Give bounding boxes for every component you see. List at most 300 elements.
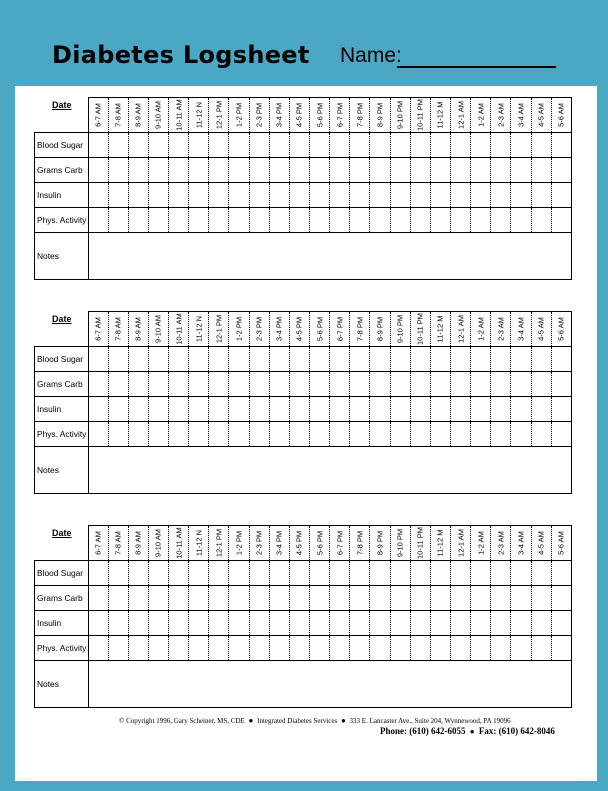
log-cell[interactable] <box>410 636 430 661</box>
log-cell[interactable] <box>209 133 229 158</box>
log-cell[interactable] <box>108 183 128 208</box>
log-cell[interactable] <box>430 158 450 183</box>
log-cell[interactable] <box>410 347 430 372</box>
log-cell[interactable] <box>269 586 289 611</box>
log-cell[interactable] <box>531 636 551 661</box>
log-cell[interactable] <box>390 586 410 611</box>
log-cell[interactable] <box>88 636 108 661</box>
log-cell[interactable] <box>249 636 269 661</box>
log-cell[interactable] <box>390 611 410 636</box>
log-cell[interactable] <box>330 372 350 397</box>
log-cell[interactable] <box>169 158 189 183</box>
log-cell[interactable] <box>189 636 209 661</box>
log-cell[interactable] <box>451 561 471 586</box>
log-cell[interactable] <box>148 158 168 183</box>
log-cell[interactable] <box>148 586 168 611</box>
log-cell[interactable] <box>511 208 531 233</box>
log-cell[interactable] <box>370 397 390 422</box>
log-cell[interactable] <box>410 611 430 636</box>
log-cell[interactable] <box>269 158 289 183</box>
name-field-line[interactable] <box>397 66 556 68</box>
notes-field[interactable] <box>88 233 572 280</box>
log-cell[interactable] <box>108 586 128 611</box>
log-cell[interactable] <box>310 133 330 158</box>
log-cell[interactable] <box>249 611 269 636</box>
log-cell[interactable] <box>390 372 410 397</box>
log-cell[interactable] <box>108 208 128 233</box>
log-cell[interactable] <box>209 636 229 661</box>
log-cell[interactable] <box>249 422 269 447</box>
log-cell[interactable] <box>108 561 128 586</box>
log-cell[interactable] <box>430 372 450 397</box>
log-cell[interactable] <box>451 397 471 422</box>
log-cell[interactable] <box>189 372 209 397</box>
log-cell[interactable] <box>88 422 108 447</box>
log-cell[interactable] <box>88 586 108 611</box>
log-cell[interactable] <box>108 422 128 447</box>
log-cell[interactable] <box>249 133 269 158</box>
log-cell[interactable] <box>511 422 531 447</box>
log-cell[interactable] <box>410 422 430 447</box>
log-cell[interactable] <box>189 183 209 208</box>
log-cell[interactable] <box>390 422 410 447</box>
log-cell[interactable] <box>229 208 249 233</box>
log-cell[interactable] <box>350 636 370 661</box>
log-cell[interactable] <box>88 397 108 422</box>
log-cell[interactable] <box>471 397 491 422</box>
log-cell[interactable] <box>491 133 511 158</box>
log-cell[interactable] <box>128 133 148 158</box>
log-cell[interactable] <box>289 397 309 422</box>
hour-header <box>269 312 289 347</box>
log-cell[interactable] <box>551 133 571 158</box>
log-cell[interactable] <box>189 586 209 611</box>
log-cell[interactable] <box>229 636 249 661</box>
log-cell[interactable] <box>531 158 551 183</box>
hour-header <box>451 98 471 133</box>
log-cell[interactable] <box>430 133 450 158</box>
log-cell[interactable] <box>410 158 430 183</box>
log-cell[interactable] <box>531 422 551 447</box>
log-cell[interactable] <box>169 422 189 447</box>
log-cell[interactable] <box>169 561 189 586</box>
log-cell[interactable] <box>269 422 289 447</box>
log-cell[interactable] <box>491 158 511 183</box>
log-cell[interactable] <box>551 158 571 183</box>
log-cell[interactable] <box>169 208 189 233</box>
log-cell[interactable] <box>430 422 450 447</box>
log-cell[interactable] <box>330 158 350 183</box>
log-cell[interactable] <box>370 208 390 233</box>
log-cell[interactable] <box>128 347 148 372</box>
log-cell[interactable] <box>451 636 471 661</box>
log-cell[interactable] <box>531 397 551 422</box>
log-cell[interactable] <box>491 208 511 233</box>
log-cell[interactable] <box>451 372 471 397</box>
log-cell[interactable] <box>310 611 330 636</box>
log-cell[interactable] <box>88 158 108 183</box>
hour-header <box>551 312 571 347</box>
log-cell[interactable] <box>451 183 471 208</box>
log-cell[interactable] <box>471 347 491 372</box>
log-cell[interactable] <box>289 133 309 158</box>
log-cell[interactable] <box>410 183 430 208</box>
log-cell[interactable] <box>531 372 551 397</box>
log-cell[interactable] <box>229 347 249 372</box>
log-cell[interactable] <box>189 158 209 183</box>
log-cell[interactable] <box>350 611 370 636</box>
log-cell[interactable] <box>148 347 168 372</box>
log-cell[interactable] <box>209 397 229 422</box>
log-cell[interactable] <box>249 586 269 611</box>
log-cell[interactable] <box>531 347 551 372</box>
log-cell[interactable] <box>330 347 350 372</box>
log-cell[interactable] <box>451 158 471 183</box>
log-cell[interactable] <box>471 422 491 447</box>
log-cell[interactable] <box>551 183 571 208</box>
log-cell[interactable] <box>511 158 531 183</box>
log-cell[interactable] <box>289 586 309 611</box>
log-cell[interactable] <box>148 183 168 208</box>
log-cell[interactable] <box>169 347 189 372</box>
log-cell[interactable] <box>269 183 289 208</box>
log-cell[interactable] <box>289 636 309 661</box>
log-cell[interactable] <box>451 208 471 233</box>
log-cell[interactable] <box>229 586 249 611</box>
log-cell[interactable] <box>289 611 309 636</box>
log-cell[interactable] <box>229 158 249 183</box>
log-cell[interactable] <box>169 133 189 158</box>
log-cell[interactable] <box>169 636 189 661</box>
log-cell[interactable] <box>350 372 370 397</box>
log-cell[interactable] <box>169 586 189 611</box>
log-cell[interactable] <box>88 133 108 158</box>
log-cell[interactable] <box>269 347 289 372</box>
footer-phone: Phone: (610) 642-6055 <box>380 726 466 736</box>
log-cell[interactable] <box>350 397 370 422</box>
log-cell[interactable] <box>169 397 189 422</box>
log-cell[interactable] <box>249 208 269 233</box>
log-cell[interactable] <box>289 158 309 183</box>
log-cell[interactable] <box>108 372 128 397</box>
log-cell[interactable] <box>289 208 309 233</box>
log-cell[interactable] <box>390 133 410 158</box>
log-cell[interactable] <box>249 561 269 586</box>
log-cell[interactable] <box>209 158 229 183</box>
log-cell[interactable] <box>370 372 390 397</box>
hour-header <box>88 526 108 561</box>
log-cell[interactable] <box>531 586 551 611</box>
log-cell[interactable] <box>551 347 571 372</box>
log-cell[interactable] <box>128 208 148 233</box>
log-cell[interactable] <box>330 397 350 422</box>
log-cell[interactable] <box>531 133 551 158</box>
log-cell[interactable] <box>491 183 511 208</box>
log-cell[interactable] <box>148 372 168 397</box>
log-cell[interactable] <box>491 586 511 611</box>
log-cell[interactable] <box>511 611 531 636</box>
log-cell[interactable] <box>330 208 350 233</box>
log-cell[interactable] <box>370 636 390 661</box>
log-cell[interactable] <box>169 372 189 397</box>
log-cell[interactable] <box>108 133 128 158</box>
hour-label: 9-10 PM <box>395 100 405 130</box>
log-cell[interactable] <box>229 611 249 636</box>
log-cell[interactable] <box>551 372 571 397</box>
log-cell[interactable] <box>289 183 309 208</box>
log-cell[interactable] <box>229 422 249 447</box>
log-cell[interactable] <box>128 422 148 447</box>
log-cell[interactable] <box>310 158 330 183</box>
log-cell[interactable] <box>108 636 128 661</box>
log-cell[interactable] <box>330 422 350 447</box>
log-cell[interactable] <box>350 133 370 158</box>
log-cell[interactable] <box>551 586 571 611</box>
log-cell[interactable] <box>350 422 370 447</box>
log-cell[interactable] <box>451 133 471 158</box>
log-cell[interactable] <box>491 636 511 661</box>
log-cell[interactable] <box>148 422 168 447</box>
log-cell[interactable] <box>128 561 148 586</box>
log-cell[interactable] <box>410 561 430 586</box>
log-cell[interactable] <box>148 397 168 422</box>
log-cell[interactable] <box>128 611 148 636</box>
log-cell[interactable] <box>229 397 249 422</box>
log-cell[interactable] <box>511 183 531 208</box>
log-cell[interactable] <box>88 372 108 397</box>
log-cell[interactable] <box>390 561 410 586</box>
log-cell[interactable] <box>209 208 229 233</box>
log-cell[interactable] <box>551 397 571 422</box>
log-cell[interactable] <box>289 561 309 586</box>
log-cell[interactable] <box>108 397 128 422</box>
log-cell[interactable] <box>370 133 390 158</box>
log-cell[interactable] <box>189 561 209 586</box>
log-cell[interactable] <box>551 561 571 586</box>
log-cell[interactable] <box>370 158 390 183</box>
log-cell[interactable] <box>209 611 229 636</box>
log-cell[interactable] <box>390 397 410 422</box>
log-cell[interactable] <box>209 586 229 611</box>
log-cell[interactable] <box>511 586 531 611</box>
log-cell[interactable] <box>410 372 430 397</box>
log-cell[interactable] <box>350 561 370 586</box>
log-cell[interactable] <box>471 561 491 586</box>
log-cell[interactable] <box>370 561 390 586</box>
log-cell[interactable] <box>209 422 229 447</box>
log-cell[interactable] <box>209 561 229 586</box>
log-cell[interactable] <box>350 208 370 233</box>
log-cell[interactable] <box>209 372 229 397</box>
log-cell[interactable] <box>430 397 450 422</box>
log-cell[interactable] <box>551 208 571 233</box>
log-cell[interactable] <box>511 636 531 661</box>
notes-field[interactable] <box>88 661 572 708</box>
log-cell[interactable] <box>410 586 430 611</box>
log-cell[interactable] <box>511 561 531 586</box>
hour-header <box>229 98 249 133</box>
log-cell[interactable] <box>430 636 450 661</box>
log-cell[interactable] <box>430 208 450 233</box>
log-cell[interactable] <box>531 611 551 636</box>
log-cell[interactable] <box>410 397 430 422</box>
log-cell[interactable] <box>310 397 330 422</box>
log-cell[interactable] <box>370 347 390 372</box>
log-cell[interactable] <box>148 636 168 661</box>
log-cell[interactable] <box>471 133 491 158</box>
log-cell[interactable] <box>511 133 531 158</box>
log-cell[interactable] <box>471 183 491 208</box>
log-cell[interactable] <box>330 636 350 661</box>
log-cell[interactable] <box>471 158 491 183</box>
log-cell[interactable] <box>451 586 471 611</box>
log-cell[interactable] <box>531 561 551 586</box>
log-cell[interactable] <box>330 133 350 158</box>
log-cell[interactable] <box>128 372 148 397</box>
log-cell[interactable] <box>551 422 571 447</box>
log-cell[interactable] <box>229 183 249 208</box>
log-cell[interactable] <box>430 561 450 586</box>
log-cell[interactable] <box>209 183 229 208</box>
log-cell[interactable] <box>269 636 289 661</box>
log-cell[interactable] <box>269 133 289 158</box>
log-cell[interactable] <box>310 208 330 233</box>
log-cell[interactable] <box>491 347 511 372</box>
log-cell[interactable] <box>451 347 471 372</box>
log-cell[interactable] <box>310 183 330 208</box>
log-cell[interactable] <box>148 611 168 636</box>
log-cell[interactable] <box>471 611 491 636</box>
log-cell[interactable] <box>189 208 209 233</box>
log-cell[interactable] <box>249 372 269 397</box>
log-cell[interactable] <box>410 133 430 158</box>
hour-header <box>350 526 370 561</box>
log-cell[interactable] <box>88 611 108 636</box>
log-cell[interactable] <box>350 158 370 183</box>
log-cell[interactable] <box>249 347 269 372</box>
log-cell[interactable] <box>551 611 571 636</box>
log-cell[interactable] <box>189 397 209 422</box>
log-cell[interactable] <box>269 208 289 233</box>
log-cell[interactable] <box>148 561 168 586</box>
log-cell[interactable] <box>128 158 148 183</box>
log-cell[interactable] <box>330 561 350 586</box>
log-cell[interactable] <box>310 636 330 661</box>
log-cell[interactable] <box>471 372 491 397</box>
log-cell[interactable] <box>148 208 168 233</box>
log-cell[interactable] <box>390 158 410 183</box>
log-cell[interactable] <box>350 586 370 611</box>
log-cell[interactable] <box>169 183 189 208</box>
log-cell[interactable] <box>189 347 209 372</box>
log-cell[interactable] <box>350 183 370 208</box>
log-cell[interactable] <box>229 133 249 158</box>
log-cell[interactable] <box>289 372 309 397</box>
log-cell[interactable] <box>471 208 491 233</box>
log-cell[interactable] <box>189 133 209 158</box>
log-cell[interactable] <box>511 372 531 397</box>
log-cell[interactable] <box>390 208 410 233</box>
log-cell[interactable] <box>269 372 289 397</box>
log-cell[interactable] <box>88 347 108 372</box>
log-cell[interactable] <box>471 636 491 661</box>
log-cell[interactable] <box>269 611 289 636</box>
log-cell[interactable] <box>108 158 128 183</box>
log-cell[interactable] <box>551 636 571 661</box>
log-cell[interactable] <box>430 611 450 636</box>
log-cell[interactable] <box>249 158 269 183</box>
log-cell[interactable] <box>390 636 410 661</box>
log-cell[interactable] <box>370 586 390 611</box>
log-cell[interactable] <box>128 397 148 422</box>
log-cell[interactable] <box>410 208 430 233</box>
log-cell[interactable] <box>289 422 309 447</box>
log-cell[interactable] <box>350 347 370 372</box>
log-cell[interactable] <box>269 397 289 422</box>
log-cell[interactable] <box>189 422 209 447</box>
log-cell[interactable] <box>390 183 410 208</box>
log-cell[interactable] <box>330 611 350 636</box>
log-cell[interactable] <box>189 611 209 636</box>
log-cell[interactable] <box>88 208 108 233</box>
log-cell[interactable] <box>451 611 471 636</box>
log-cell[interactable] <box>108 611 128 636</box>
log-cell[interactable] <box>310 347 330 372</box>
log-cell[interactable] <box>511 347 531 372</box>
log-cell[interactable] <box>88 561 108 586</box>
log-cell[interactable] <box>370 422 390 447</box>
log-cell[interactable] <box>128 586 148 611</box>
log-cell[interactable] <box>148 133 168 158</box>
log-cell[interactable] <box>310 372 330 397</box>
log-cell[interactable] <box>430 347 450 372</box>
log-cell[interactable] <box>430 586 450 611</box>
notes-field[interactable] <box>88 447 572 494</box>
log-cell[interactable] <box>531 183 551 208</box>
log-cell[interactable] <box>169 611 189 636</box>
log-cell[interactable] <box>229 372 249 397</box>
log-cell[interactable] <box>108 347 128 372</box>
log-cell[interactable] <box>430 183 450 208</box>
log-cell[interactable] <box>471 586 491 611</box>
log-cell[interactable] <box>310 586 330 611</box>
log-cell[interactable] <box>88 183 108 208</box>
log-cell[interactable] <box>269 561 289 586</box>
log-cell[interactable] <box>310 561 330 586</box>
log-cell[interactable] <box>491 611 511 636</box>
log-cell[interactable] <box>128 183 148 208</box>
log-cell[interactable] <box>511 397 531 422</box>
log-cell[interactable] <box>249 397 269 422</box>
log-cell[interactable] <box>289 347 309 372</box>
log-cell[interactable] <box>249 183 269 208</box>
log-cell[interactable] <box>128 636 148 661</box>
log-cell[interactable] <box>531 208 551 233</box>
log-cell[interactable] <box>330 586 350 611</box>
log-cell[interactable] <box>229 561 249 586</box>
log-cell[interactable] <box>491 397 511 422</box>
log-cell[interactable] <box>451 422 471 447</box>
log-cell[interactable] <box>330 183 350 208</box>
log-cell[interactable] <box>310 422 330 447</box>
log-cell[interactable] <box>491 561 511 586</box>
log-cell[interactable] <box>209 347 229 372</box>
log-cell[interactable] <box>370 183 390 208</box>
log-cell[interactable] <box>491 372 511 397</box>
log-cell[interactable] <box>390 347 410 372</box>
log-cell[interactable] <box>491 422 511 447</box>
log-cell[interactable] <box>370 611 390 636</box>
